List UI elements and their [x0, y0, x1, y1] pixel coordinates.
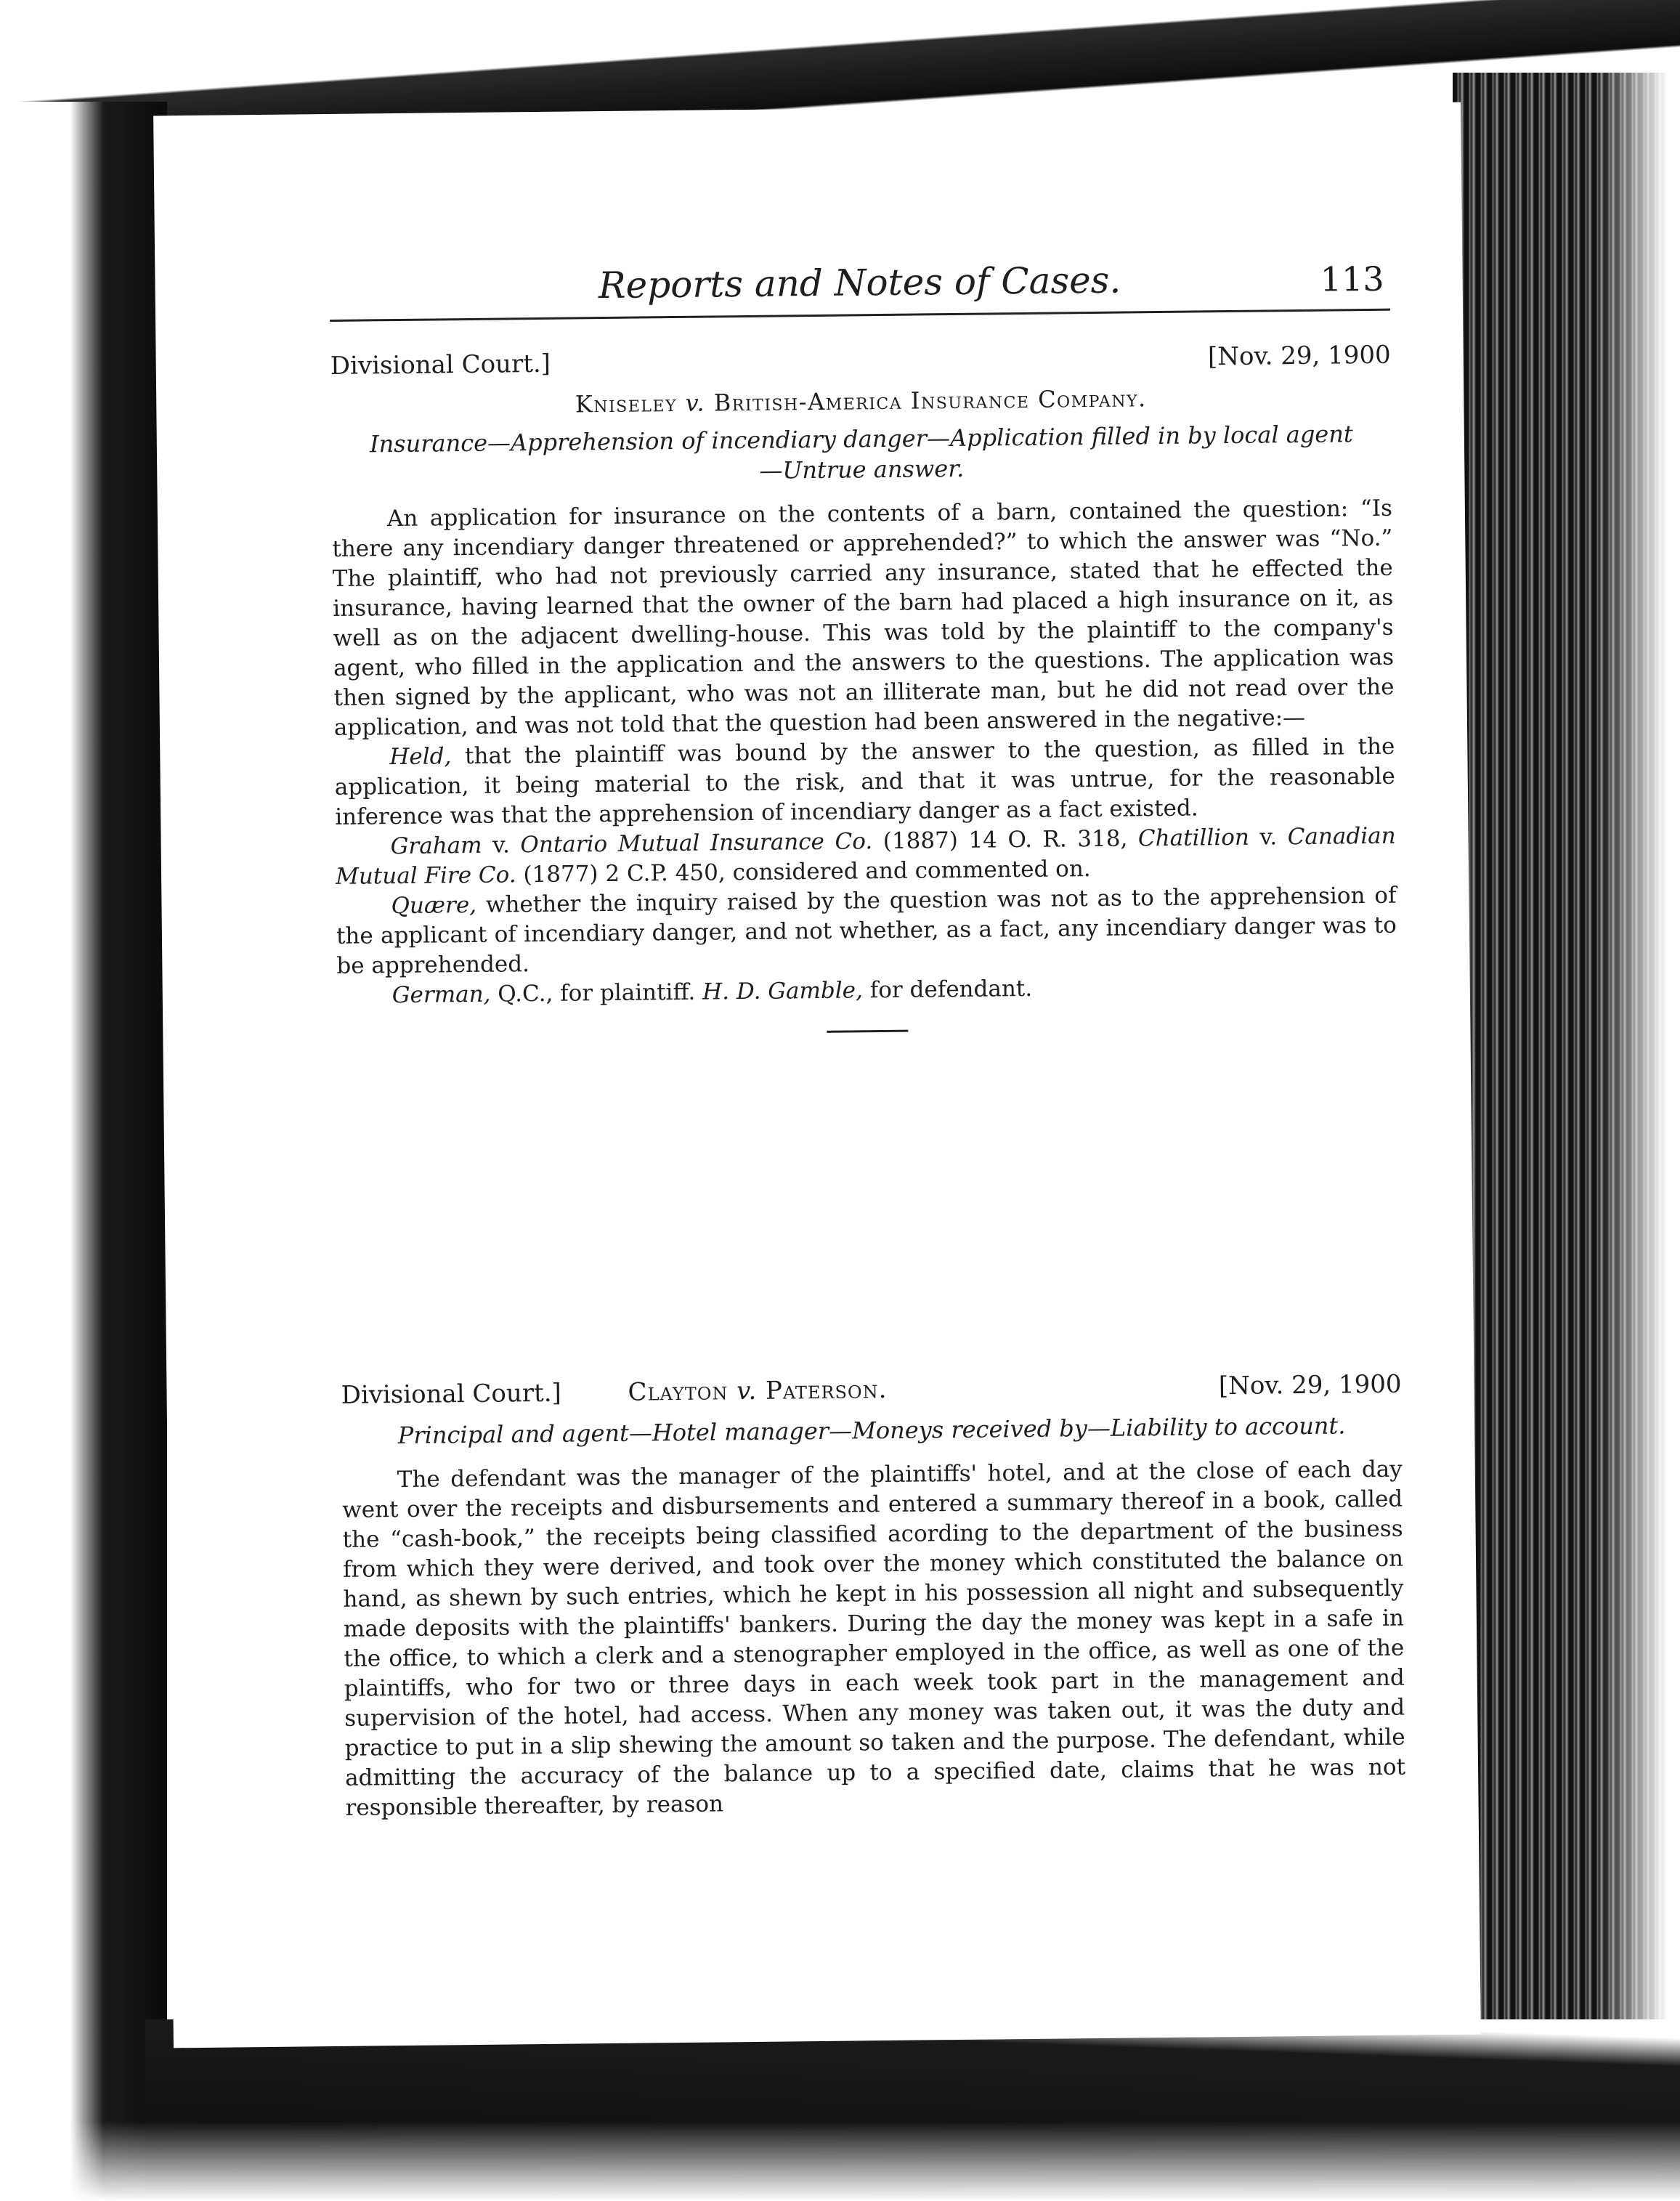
counsel-name: H. D. Gamble, — [702, 977, 864, 1005]
case-paragraph — [336, 881, 1397, 981]
citation-text: v. — [482, 832, 521, 859]
case-title-plaintiff: Clayton — [628, 1377, 729, 1407]
case-title-defendant: British-America Insurance Company. — [713, 384, 1147, 417]
case-clayton — [341, 1363, 1405, 1823]
case-date: [Nov. 29, 1900 — [1207, 340, 1391, 372]
citation-text: (1887) 14 O. R. 318, — [872, 825, 1139, 855]
citation-text: (1877) 2 C.P. 450, considered and commented on. — [516, 856, 1091, 888]
case-title-versus: v. — [685, 389, 706, 417]
counsel-role: Q.C., for plaintiff. — [490, 978, 703, 1008]
paragraph-text: An application for insurance on the contents of a barn, contained the question: “Is there any incendiary danger threatened or apprehended?” to which the answer was “No.” The plaintiff, who had not previously carried any insurance, stated that he effected the insurance, having learned that the owner of the barn had placed a high insurance on it, as well as on the adjacent dwelling-house. This was told by the plaintiff to the company's agent, who filled in the application and the answers to the questions. The application was then signed by the applicant, who was not an illiterate man, but he did not read over the application, and was not told that the question had been answered in the negative:— — [332, 495, 1395, 741]
book-page — [153, 102, 1481, 2048]
paragraph-text: whether the inquiry raised by the question was not as to the apprehension of the applicant of incendiary danger, and not whether, as a fact, any incendiary danger was to be apprehended. — [336, 882, 1397, 979]
scan-edge-bottom-fade — [0, 2121, 1680, 2201]
case-title-versus: v. — [736, 1376, 758, 1406]
citation-party: Chatillion — [1137, 824, 1250, 852]
case-title-defendant: Paterson. — [765, 1375, 888, 1406]
scan-edge-left — [0, 102, 167, 2201]
citation-party: Graham — [390, 832, 482, 860]
case-paragraph-citations — [335, 822, 1396, 892]
running-title: Reports and Notes of Cases. — [598, 259, 1121, 307]
paragraph-text: The defendant was the manager of the plaintiffs' hotel, and at the close of each day went over the receipts and disbursements and entered a summary thereof in a book, called the “cash-book,” the receipts being classified acording to the department of the business from which they were derived, and took over the money which constituted the balance on hand, as shewn by such entries, which he kept in his possession all night and subsequently made deposits with the plaintiffs' bankers. During the day the money was kept in a safe in the office, to which a clerk and a stenographer employed in the office, as well as one of the plaintiffs, who for two or three days in each week took part in the management and supervision of the hotel, had access. When any money was taken out, it was the duty and practice to put in a slip shewing the amount so taken and the purpose. The defendant, while admitting the accuracy of the balance up to a specified date, claims that he was not responsible thereafter, by reason — [342, 1456, 1406, 1821]
counsel-role: for defendant. — [862, 975, 1033, 1004]
case-meta-row — [341, 1363, 1402, 1416]
case-kniseley — [330, 334, 1397, 1038]
citation-party: Ontario Mutual Insurance Co. — [520, 828, 873, 859]
page-number: 113 — [1320, 259, 1384, 299]
case-paragraph — [342, 1455, 1406, 1823]
paragraph-lead: Quære, — [391, 891, 477, 920]
citation-party: Canadian Mutual Fire Co. — [335, 822, 1396, 890]
case-paragraph — [334, 732, 1395, 832]
case-headnote: Principal and agent—Hotel manager—Moneys received by—Liability to account. — [397, 1411, 1346, 1450]
court-name: Divisional Court.] — [330, 349, 551, 381]
citation-text: v. — [1249, 824, 1288, 851]
case-title — [628, 1369, 887, 1414]
court-name: Divisional Court.] — [341, 1378, 562, 1410]
case-date: [Nov. 29, 1900 — [1218, 1369, 1402, 1401]
running-head — [329, 252, 1390, 314]
paragraph-text: that the plaintiff was bound by the answer to the question, as filled in the application, it being material to the risk, and that it was untrue, for the reasonable inference was that the apprehension of incendiary danger as a fact existed. — [334, 733, 1395, 830]
case-separator-rule — [827, 1030, 908, 1033]
paragraph-lead: Held, — [389, 743, 452, 771]
case-paragraph — [332, 494, 1395, 743]
scan-edge-right-fade — [1598, 73, 1680, 2092]
case-title-plaintiff: Kniseley — [575, 389, 678, 418]
counsel-name: German, — [391, 981, 491, 1009]
case-headnote: Insurance—Apprehension of incendiary danger—Application filled in by local agent—Untrue answer. — [369, 420, 1353, 485]
